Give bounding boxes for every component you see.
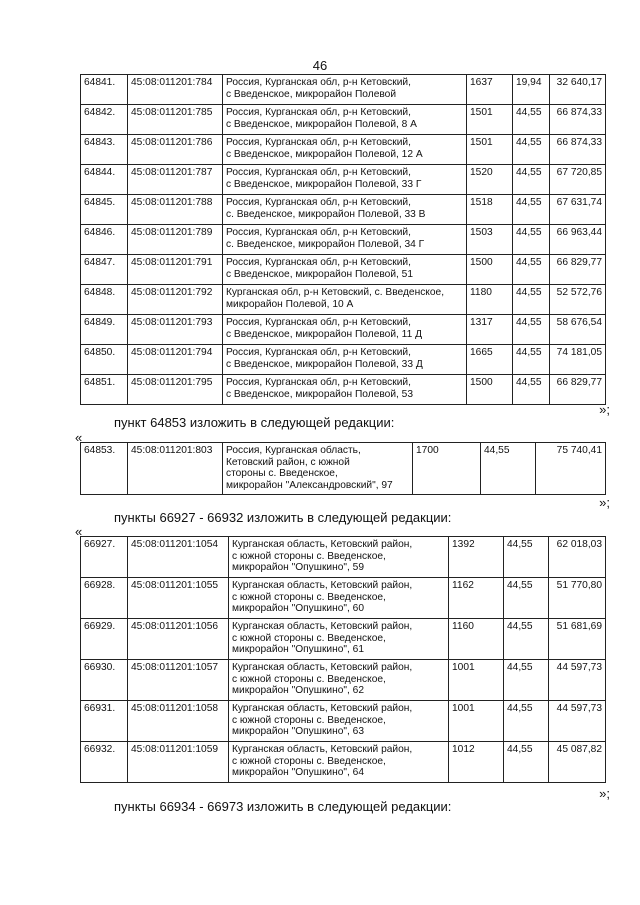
parcel-value: 66 963,44 <box>550 225 606 255</box>
table-row <box>81 701 606 742</box>
parcel-rate: 44,55 <box>513 165 550 195</box>
parcel-value: 75 740,41 <box>536 443 606 495</box>
item-number: 64844. <box>81 165 128 195</box>
cadastral-number: 45:08:011201:1055 <box>128 578 229 619</box>
parcel-value: 67 631,74 <box>550 195 606 225</box>
parcel-address: Россия, Курганская обл, р-н Кетовский, с. Введенское, микрорайон Полевой, 33 В <box>223 195 467 225</box>
parcel-area: 1503 <box>467 225 513 255</box>
register-table-a <box>80 74 606 405</box>
parcel-rate: 44,55 <box>513 255 550 285</box>
cadastral-number: 45:08:011201:793 <box>128 315 223 345</box>
cadastral-number: 45:08:011201:1054 <box>128 537 229 578</box>
parcel-address: Курганская область, Кетовский район, с южной стороны с. Введенское, микрорайон "Опушкино", 64 <box>229 742 449 783</box>
table-row <box>81 660 606 701</box>
parcel-rate: 44,55 <box>481 443 536 495</box>
instruction-text: пункты 66934 - 66973 изложить в следующей редакции: <box>114 799 452 814</box>
parcel-area: 1500 <box>467 375 513 405</box>
table-row <box>81 225 606 255</box>
table-row <box>81 135 606 165</box>
parcel-rate: 44,55 <box>513 375 550 405</box>
parcel-value: 32 640,17 <box>550 75 606 105</box>
parcel-rate: 44,55 <box>504 742 549 783</box>
cadastral-number: 45:08:011201:789 <box>128 225 223 255</box>
table-row <box>81 443 606 495</box>
parcel-value: 66 829,77 <box>550 255 606 285</box>
item-number: 64851. <box>81 375 128 405</box>
parcel-address: Россия, Курганская обл, р-н Кетовский, с Введенское, микрорайон Полевой <box>223 75 467 105</box>
parcel-value: 74 181,05 <box>550 345 606 375</box>
parcel-area: 1637 <box>467 75 513 105</box>
register-table-c <box>80 536 606 783</box>
parcel-address: Курганская область, Кетовский район, с южной стороны с. Введенское, микрорайон "Опушкино", 62 <box>229 660 449 701</box>
parcel-area: 1700 <box>413 443 481 495</box>
parcel-value: 44 597,73 <box>549 660 606 701</box>
parcel-value: 66 829,77 <box>550 375 606 405</box>
parcel-address: Россия, Курганская обл, р-н Кетовский, с Введенское, микрорайон Полевой, 53 <box>223 375 467 405</box>
parcel-value: 66 874,33 <box>550 135 606 165</box>
parcel-area: 1392 <box>449 537 504 578</box>
parcel-value: 51 681,69 <box>549 619 606 660</box>
table-row <box>81 285 606 315</box>
item-number: 64853. <box>81 443 128 495</box>
item-number: 66931. <box>81 701 128 742</box>
parcel-address: Россия, Курганская обл, р-н Кетовский, с Введенское, микрорайон Полевой, 8 А <box>223 105 467 135</box>
cadastral-number: 45:08:011201:794 <box>128 345 223 375</box>
table-row <box>81 375 606 405</box>
parcel-rate: 44,55 <box>504 619 549 660</box>
parcel-address: Россия, Курганская обл, р-н Кетовский, с Введенское, микрорайон Полевой, 33 Г <box>223 165 467 195</box>
cadastral-number: 45:08:011201:795 <box>128 375 223 405</box>
parcel-area: 1500 <box>467 255 513 285</box>
parcel-area: 1665 <box>467 345 513 375</box>
cadastral-number: 45:08:011201:788 <box>128 195 223 225</box>
parcel-address: Курганская обл, р-н Кетовский, с. Введенское, микрорайон Полевой, 10 А <box>223 285 467 315</box>
parcel-area: 1317 <box>467 315 513 345</box>
instruction-text: пункты 66927 - 66932 изложить в следующей редакции: <box>114 510 452 525</box>
parcel-area: 1518 <box>467 195 513 225</box>
item-number: 64846. <box>81 225 128 255</box>
parcel-address: Курганская область, Кетовский район, с южной стороны с. Введенское, микрорайон "Опушкино", 61 <box>229 619 449 660</box>
cadastral-number: 45:08:011201:1056 <box>128 619 229 660</box>
cadastral-number: 45:08:011201:792 <box>128 285 223 315</box>
parcel-address: Россия, Курганская область, Кетовский район, с южной стороны с. Введенское, микрорайон "Александровский", 97 <box>223 443 413 495</box>
table-row <box>81 75 606 105</box>
parcel-address: Россия, Курганская обл, р-н Кетовский, с Введенское, микрорайон Полевой, 33 Д <box>223 345 467 375</box>
parcel-value: 58 676,54 <box>550 315 606 345</box>
item-number: 66930. <box>81 660 128 701</box>
cadastral-number: 45:08:011201:1058 <box>128 701 229 742</box>
parcel-rate: 44,55 <box>513 225 550 255</box>
table-row <box>81 195 606 225</box>
table-row <box>81 537 606 578</box>
parcel-value: 52 572,76 <box>550 285 606 315</box>
cadastral-number: 45:08:011201:791 <box>128 255 223 285</box>
opening-quote-mark: « <box>75 430 83 445</box>
opening-quote-mark: « <box>75 524 83 539</box>
parcel-rate: 44,55 <box>513 285 550 315</box>
instruction-text: пункт 64853 изложить в следующей редакции: <box>114 415 395 430</box>
cadastral-number: 45:08:011201:1057 <box>128 660 229 701</box>
item-number: 64847. <box>81 255 128 285</box>
table-row <box>81 165 606 195</box>
closing-quote-mark: »; <box>599 786 610 801</box>
parcel-rate: 44,55 <box>513 105 550 135</box>
parcel-rate: 44,55 <box>504 701 549 742</box>
item-number: 66928. <box>81 578 128 619</box>
cadastral-number: 45:08:011201:803 <box>128 443 223 495</box>
parcel-area: 1520 <box>467 165 513 195</box>
table-row <box>81 105 606 135</box>
parcel-area: 1012 <box>449 742 504 783</box>
item-number: 64841. <box>81 75 128 105</box>
parcel-address: Курганская область, Кетовский район, с южной стороны с. Введенское, микрорайон "Опушкино", 63 <box>229 701 449 742</box>
parcel-address: Россия, Курганская обл, р-н Кетовский, с Введенское, микрорайон Полевой, 11 Д <box>223 315 467 345</box>
parcel-area: 1501 <box>467 105 513 135</box>
parcel-value: 62 018,03 <box>549 537 606 578</box>
table-row <box>81 255 606 285</box>
item-number: 64843. <box>81 135 128 165</box>
cadastral-number: 45:08:011201:785 <box>128 105 223 135</box>
cadastral-number: 45:08:011201:786 <box>128 135 223 165</box>
parcel-value: 44 597,73 <box>549 701 606 742</box>
item-number: 66927. <box>81 537 128 578</box>
parcel-address: Россия, Курганская обл, р-н Кетовский, с Введенское, микрорайон Полевой, 12 А <box>223 135 467 165</box>
table-row <box>81 619 606 660</box>
item-number: 66932. <box>81 742 128 783</box>
parcel-rate: 44,55 <box>504 537 549 578</box>
page-number: 46 <box>312 58 328 73</box>
item-number: 64850. <box>81 345 128 375</box>
item-number: 66929. <box>81 619 128 660</box>
item-number: 64842. <box>81 105 128 135</box>
parcel-address: Курганская область, Кетовский район, с южной стороны с. Введенское, микрорайон "Опушкино", 60 <box>229 578 449 619</box>
table-row <box>81 742 606 783</box>
table-row <box>81 578 606 619</box>
parcel-value: 51 770,80 <box>549 578 606 619</box>
table-row <box>81 345 606 375</box>
parcel-rate: 44,55 <box>513 195 550 225</box>
closing-quote-mark: »; <box>599 402 610 417</box>
parcel-address: Россия, Курганская обл, р-н Кетовский, с Введенское, микрорайон Полевой, 51 <box>223 255 467 285</box>
parcel-value: 66 874,33 <box>550 105 606 135</box>
item-number: 64848. <box>81 285 128 315</box>
parcel-area: 1001 <box>449 701 504 742</box>
cadastral-number: 45:08:011201:1059 <box>128 742 229 783</box>
parcel-area: 1001 <box>449 660 504 701</box>
parcel-value: 67 720,85 <box>550 165 606 195</box>
register-table-b <box>80 442 606 495</box>
item-number: 64849. <box>81 315 128 345</box>
parcel-area: 1162 <box>449 578 504 619</box>
parcel-address: Россия, Курганская обл, р-н Кетовский, с. Введенское, микрорайон Полевой, 34 Г <box>223 225 467 255</box>
parcel-address: Курганская область, Кетовский район, с южной стороны с. Введенское, микрорайон "Опушкино", 59 <box>229 537 449 578</box>
table-row <box>81 315 606 345</box>
parcel-area: 1180 <box>467 285 513 315</box>
cadastral-number: 45:08:011201:784 <box>128 75 223 105</box>
parcel-rate: 44,55 <box>504 578 549 619</box>
parcel-area: 1160 <box>449 619 504 660</box>
parcel-rate: 44,55 <box>513 345 550 375</box>
parcel-rate: 44,55 <box>513 315 550 345</box>
cadastral-number: 45:08:011201:787 <box>128 165 223 195</box>
parcel-rate: 19,94 <box>513 75 550 105</box>
parcel-rate: 44,55 <box>513 135 550 165</box>
closing-quote-mark: »; <box>599 495 610 510</box>
parcel-rate: 44,55 <box>504 660 549 701</box>
parcel-value: 45 087,82 <box>549 742 606 783</box>
item-number: 64845. <box>81 195 128 225</box>
parcel-area: 1501 <box>467 135 513 165</box>
